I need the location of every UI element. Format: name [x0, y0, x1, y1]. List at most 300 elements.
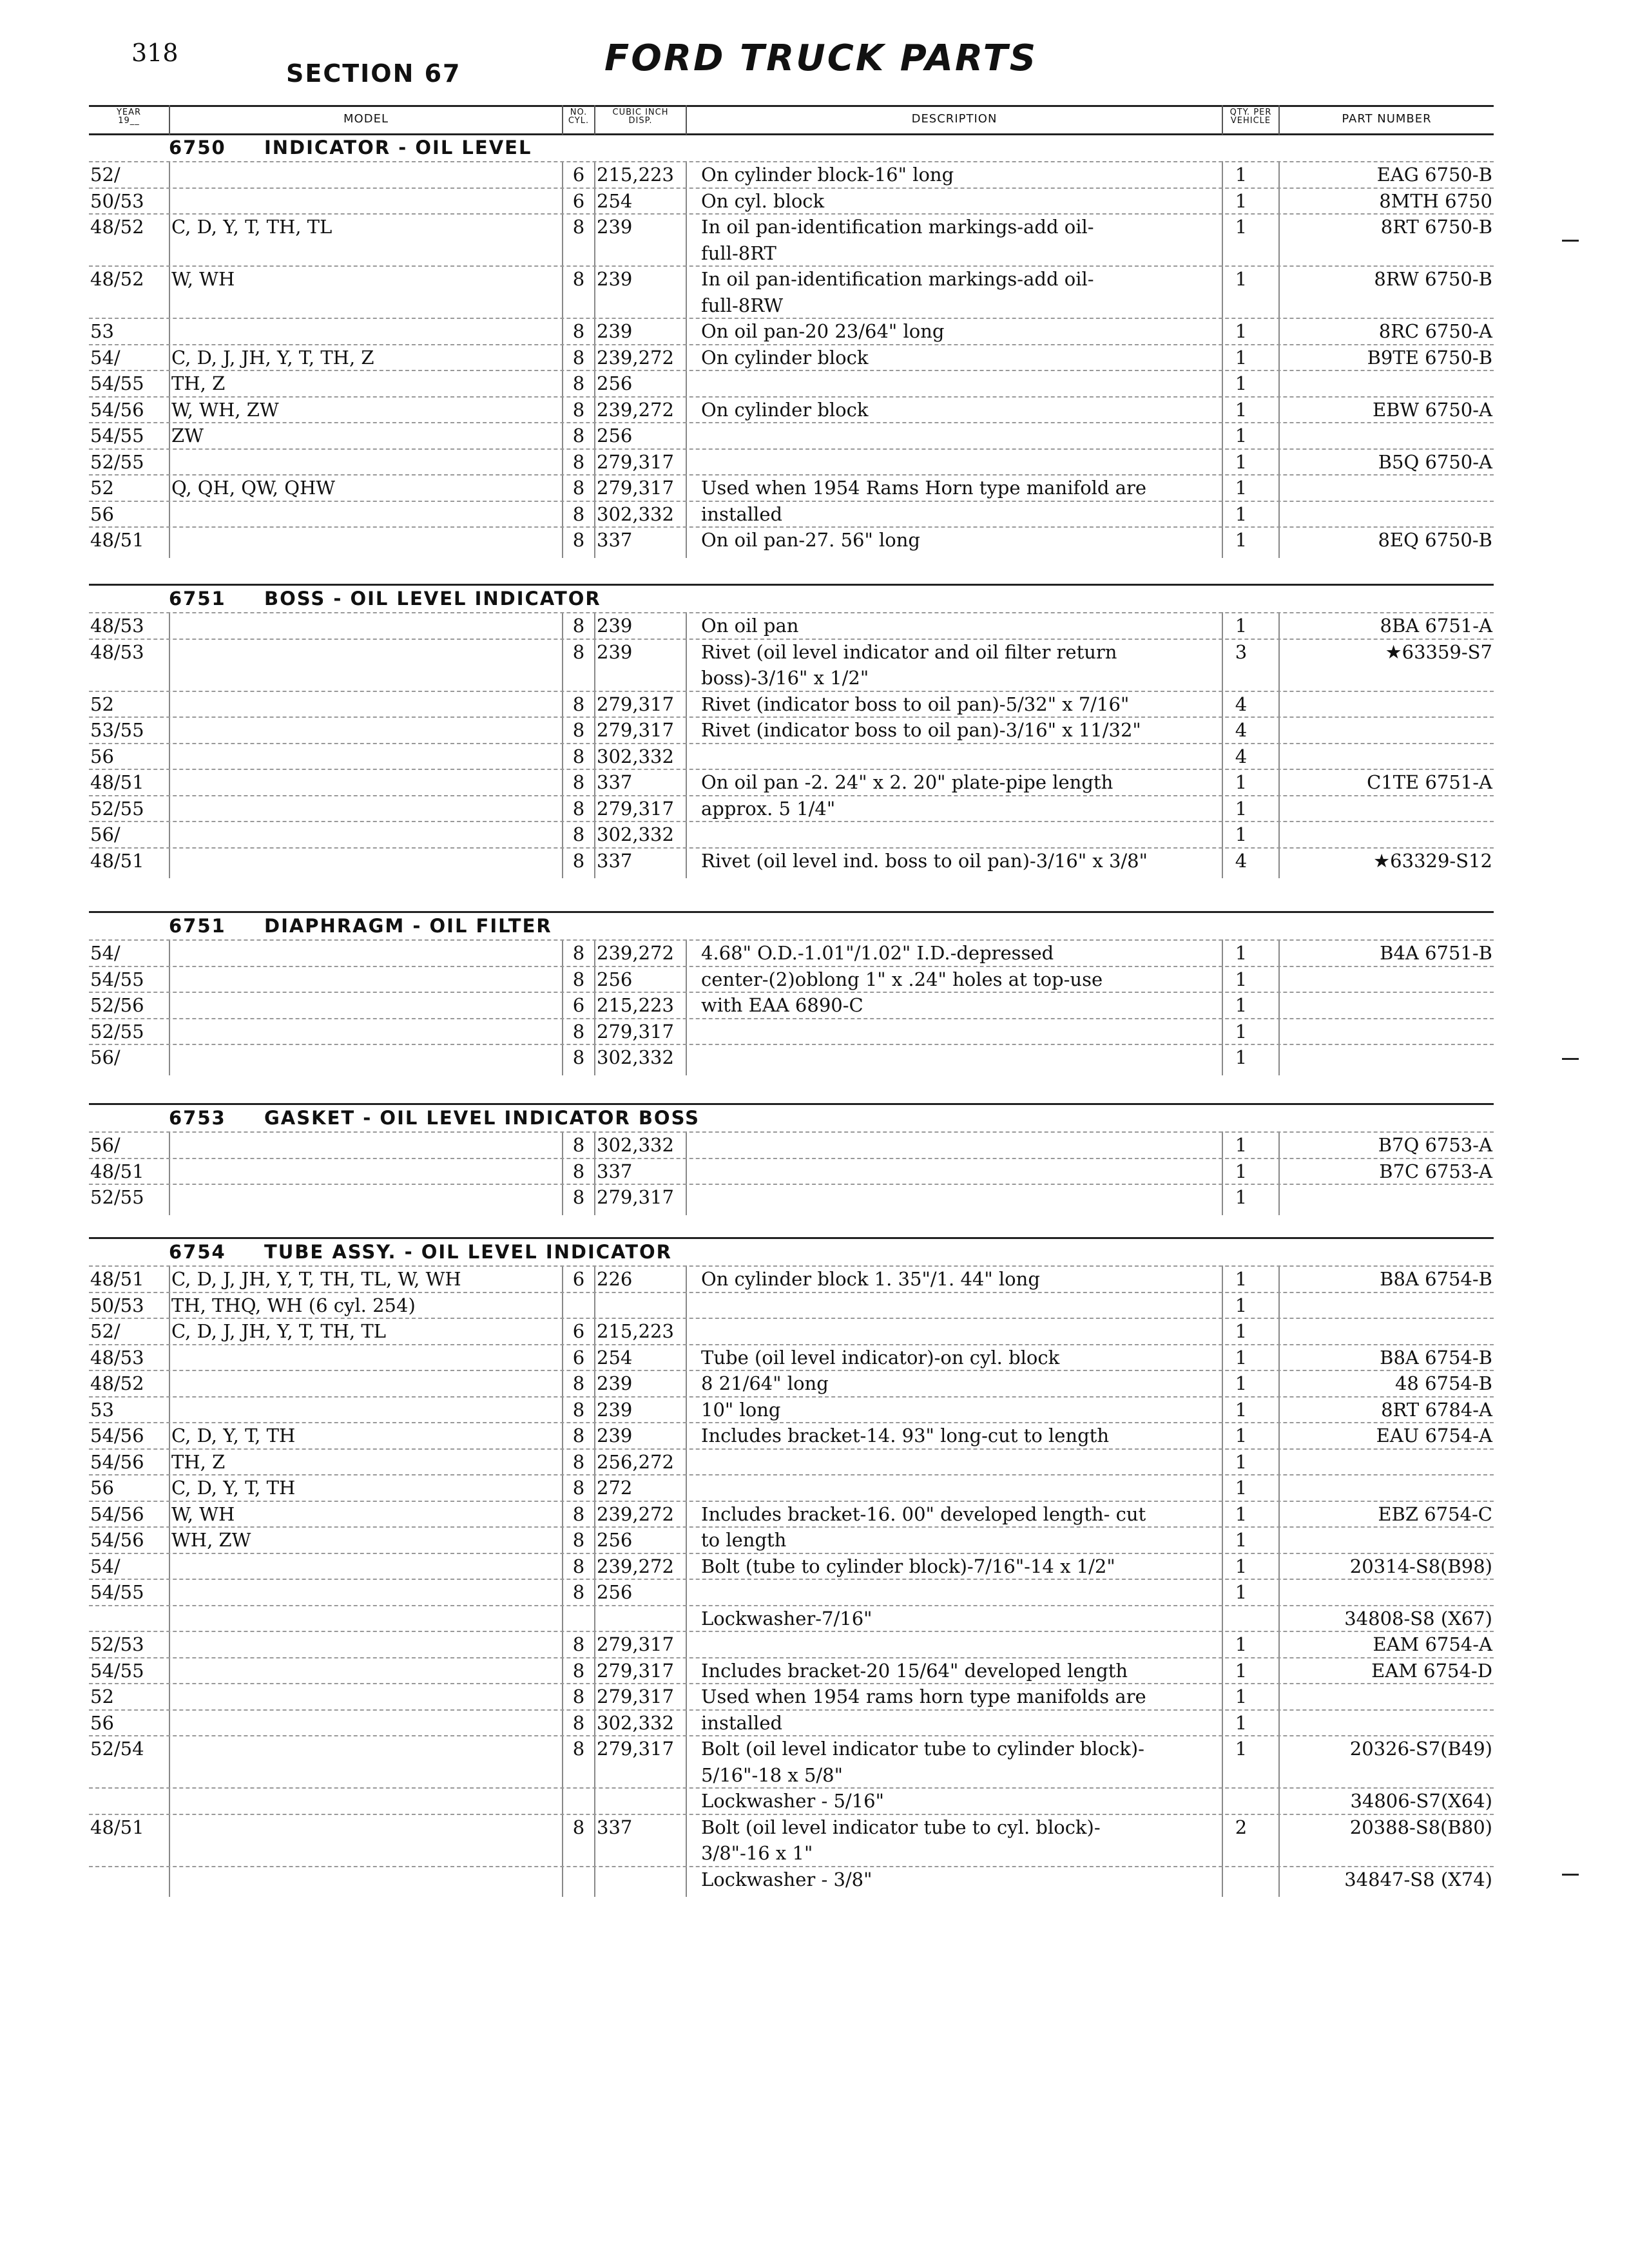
year-cell: 52/56	[90, 994, 144, 1016]
quantity-cell: 1	[1235, 1555, 1248, 1577]
row-rule	[89, 213, 1494, 215]
description-cell: On oil pan-27. 56" long	[701, 529, 920, 551]
cylinders-cell: 8	[572, 615, 585, 637]
quantity-cell: 3	[1235, 640, 1248, 663]
table-row	[0, 1018, 1629, 1044]
row-rule	[89, 526, 1494, 528]
row-rule	[89, 1605, 1494, 1606]
description-cell: Includes bracket-14. 93" long-cut to length	[701, 1425, 1110, 1446]
row-rule	[89, 474, 1494, 476]
description-cell: 10" long	[701, 1398, 781, 1421]
table-row	[0, 1605, 1629, 1631]
description-cell: Rivet (oil level indicator and oil filter return	[701, 640, 1117, 663]
table-row	[0, 743, 1629, 769]
year-cell: 48/51	[90, 1160, 144, 1182]
displacement-cell: 279,317	[597, 1738, 674, 1760]
model-cell: Q, QH, QW, QHW	[171, 477, 336, 499]
quantity-cell: 1	[1235, 1320, 1248, 1342]
quantity-cell: 1	[1235, 1477, 1248, 1499]
year-cell: 54/56	[90, 398, 144, 421]
year-cell: 53/55	[90, 719, 144, 741]
year-cell: 54/56	[90, 1503, 144, 1525]
table-row	[0, 1553, 1629, 1579]
group-heading	[169, 1241, 672, 1263]
quantity-cell: 4	[1235, 719, 1248, 741]
quantity-cell: 1	[1235, 1020, 1248, 1043]
description-cell: On cylinder block	[701, 398, 869, 421]
model-cell: C, D, Y, T, TH, TL	[171, 216, 333, 238]
quantity-cell: 2	[1235, 1816, 1248, 1838]
header-part-number: PART NUMBER	[1342, 112, 1432, 126]
year-cell: 56	[90, 1477, 114, 1499]
group-heading	[169, 137, 532, 159]
cylinders-cell: 8	[572, 398, 585, 421]
group-name: BOSS - OIL LEVEL INDICATOR	[264, 588, 601, 610]
table-row	[0, 1265, 1629, 1292]
table-row	[0, 501, 1629, 527]
group-heading	[169, 588, 601, 610]
quantity-cell: 1	[1235, 1398, 1248, 1421]
description-cell: Lockwasher - 3/8"	[701, 1868, 872, 1890]
group-name: GASKET - OIL LEVEL INDICATOR BOSS	[264, 1107, 700, 1129]
model-cell: W, WH, ZW	[171, 398, 279, 421]
margin-mark	[1562, 240, 1579, 242]
cylinders-cell: 8	[572, 268, 585, 290]
description-cell: Used when 1954 Rams Horn type manifold are	[701, 477, 1147, 499]
displacement-cell: 226	[597, 1268, 633, 1290]
table-row	[0, 187, 1629, 214]
cylinders-cell: 8	[572, 1450, 585, 1473]
description-cell: installed	[701, 1711, 783, 1734]
displacement-cell: 239,272	[597, 398, 674, 421]
row-rule	[89, 501, 1494, 502]
group-rule	[89, 1103, 1494, 1105]
description-cell: to length	[701, 1529, 787, 1551]
year-cell: 56/	[90, 1134, 120, 1156]
cylinders-cell: 8	[572, 942, 585, 964]
margin-mark	[1562, 1058, 1579, 1060]
quantity-cell: 1	[1235, 450, 1248, 473]
row-rule	[89, 1044, 1494, 1045]
displacement-cell: 256	[597, 372, 633, 394]
model-cell: C, D, Y, T, TH	[171, 1477, 296, 1499]
year-cell: 54/	[90, 346, 120, 369]
year-cell: 50/53	[90, 189, 144, 212]
cylinders-cell: 8	[572, 1160, 585, 1182]
year-cell: 54/	[90, 942, 120, 964]
row-rule	[89, 265, 1494, 267]
cylinders-cell: 8	[572, 1529, 585, 1551]
group-heading	[169, 1107, 700, 1129]
part-number-cell: 8RW 6750-B	[1374, 268, 1492, 290]
row-rule	[89, 1501, 1494, 1502]
row-rule	[89, 1265, 1494, 1267]
table-row	[0, 992, 1629, 1018]
displacement-cell: 279,317	[597, 450, 674, 473]
row-rule	[89, 1579, 1494, 1580]
part-number-cell: 34847-S8 (X74)	[1344, 1868, 1492, 1890]
page-number: 318	[131, 39, 178, 67]
quantity-cell: 1	[1235, 425, 1248, 447]
row-rule	[89, 1396, 1494, 1398]
table-row	[0, 1131, 1629, 1158]
cylinders-cell: 8	[572, 1711, 585, 1734]
table-row	[0, 1448, 1629, 1475]
table-row	[0, 1787, 1629, 1814]
description-cell: Tube (oil level indicator)-on cyl. block	[701, 1346, 1060, 1369]
year-cell: 48/52	[90, 268, 144, 290]
quantity-cell: 1	[1235, 1633, 1248, 1655]
row-rule	[89, 1370, 1494, 1371]
cylinders-cell: 8	[572, 640, 585, 663]
year-cell: 54/56	[90, 1529, 144, 1551]
part-number-cell: EBZ 6754-C	[1378, 1503, 1492, 1525]
cylinders-cell: 8	[572, 849, 585, 872]
displacement-cell: 337	[597, 529, 633, 551]
table-row	[0, 639, 1629, 665]
description-cell: Used when 1954 rams horn type manifolds are	[701, 1686, 1146, 1707]
table-row	[0, 213, 1629, 240]
table-row	[0, 1709, 1629, 1736]
year-cell: 54/55	[90, 425, 144, 447]
row-rule	[89, 821, 1494, 822]
displacement-cell: 254	[597, 189, 633, 212]
row-rule	[89, 1735, 1494, 1736]
displacement-cell: 239	[597, 1425, 633, 1446]
row-rule	[89, 1631, 1494, 1632]
model-cell: WH, ZW	[171, 1529, 251, 1551]
cylinders-cell: 6	[572, 994, 585, 1016]
cylinders-cell: 8	[572, 1581, 585, 1603]
year-cell: 50/53	[90, 1294, 144, 1316]
group-name: TUBE ASSY. - OIL LEVEL INDICATOR	[264, 1241, 672, 1263]
year-cell: 52/55	[90, 1186, 144, 1208]
displacement-cell: 279,317	[597, 1633, 674, 1655]
cylinders-cell: 8	[572, 529, 585, 551]
quantity-cell: 1	[1235, 1503, 1248, 1525]
row-rule	[89, 318, 1494, 319]
row-rule	[89, 691, 1494, 692]
quantity-cell: 1	[1235, 1738, 1248, 1760]
model-cell: TH, THQ, WH (6 cyl. 254)	[171, 1294, 416, 1316]
description-cell: 5/16"-18 x 5/8"	[701, 1763, 843, 1786]
year-cell: 48/52	[90, 1372, 144, 1394]
table-row	[0, 1422, 1629, 1448]
quantity-cell: 1	[1235, 797, 1248, 820]
cylinders-cell: 6	[572, 1268, 585, 1290]
description-cell: On cylinder block-16" long	[701, 164, 954, 186]
group-name: INDICATOR - OIL LEVEL	[264, 137, 532, 159]
displacement-cell: 239,272	[597, 346, 674, 369]
year-cell: 53	[90, 320, 114, 342]
table-row	[0, 1344, 1629, 1370]
displacement-cell: 337	[597, 1160, 633, 1182]
table-row	[0, 396, 1629, 423]
quantity-cell: 1	[1235, 398, 1248, 421]
table-row	[0, 821, 1629, 847]
table-row	[0, 240, 1629, 266]
header-divider	[169, 105, 170, 135]
quantity-cell: 1	[1235, 823, 1248, 845]
quantity-cell: 1	[1235, 477, 1248, 499]
model-cell: ZW	[171, 425, 204, 447]
table-row	[0, 1762, 1629, 1788]
year-cell: 52/	[90, 1320, 120, 1342]
row-rule	[89, 847, 1494, 849]
margin-mark	[1562, 1874, 1579, 1876]
row-rule	[89, 1158, 1494, 1159]
displacement-cell: 239	[597, 268, 633, 290]
row-rule	[89, 1474, 1494, 1475]
table-row	[0, 966, 1629, 992]
quantity-cell: 1	[1235, 1425, 1248, 1446]
year-cell: 48/51	[90, 529, 144, 551]
row-rule	[89, 966, 1494, 967]
description-cell: 4.68" O.D.-1.01"/1.02" I.D.-depressed	[701, 942, 1054, 964]
cylinders-cell: 8	[572, 1503, 585, 1525]
part-number-cell: B7Q 6753-A	[1378, 1134, 1492, 1156]
description-cell: full-8RW	[701, 294, 784, 316]
quantity-cell: 1	[1235, 1268, 1248, 1290]
table-row	[0, 664, 1629, 691]
displacement-cell: 215,223	[597, 1320, 674, 1342]
row-rule	[89, 716, 1494, 718]
displacement-cell: 337	[597, 849, 633, 872]
displacement-cell: 302,332	[597, 503, 674, 525]
cylinders-cell: 8	[572, 719, 585, 741]
quantity-cell: 1	[1235, 1581, 1248, 1603]
table-row	[0, 318, 1629, 344]
cylinders-cell: 8	[572, 1633, 585, 1655]
cylinders-cell: 8	[572, 823, 585, 845]
quantity-cell: 1	[1235, 189, 1248, 212]
cylinders-cell: 8	[572, 1738, 585, 1760]
model-cell: C, D, J, JH, Y, T, TH, TL, W, WH	[171, 1268, 461, 1290]
description-cell: In oil pan-identification markings-add oil-	[701, 268, 1094, 290]
row-rule	[89, 422, 1494, 423]
row-rule	[89, 1787, 1494, 1789]
table-row	[0, 716, 1629, 743]
year-cell: 54/55	[90, 1581, 144, 1603]
table-row	[0, 292, 1629, 318]
model-cell: W, WH	[171, 1503, 235, 1525]
part-number-cell: B8A 6754-B	[1380, 1346, 1492, 1369]
quantity-cell: 1	[1235, 268, 1248, 290]
table-row	[0, 1735, 1629, 1762]
cylinders-cell: 8	[572, 1186, 585, 1208]
table-row	[0, 1184, 1629, 1210]
description-cell: installed	[701, 503, 783, 525]
cylinders-cell: 8	[572, 1477, 585, 1499]
part-number-cell: 34806-S7(X64)	[1350, 1790, 1492, 1812]
row-rule	[89, 769, 1494, 770]
table-row	[0, 795, 1629, 822]
table-row	[0, 474, 1629, 501]
part-number-cell: B7C 6753-A	[1379, 1160, 1492, 1182]
year-cell: 52	[90, 1686, 114, 1707]
table-row	[0, 370, 1629, 396]
description-cell: On cylinder block 1. 35"/1. 44" long	[701, 1268, 1040, 1290]
table-row	[0, 769, 1629, 795]
year-cell: 56	[90, 503, 114, 525]
year-cell: 52	[90, 477, 114, 499]
cylinders-cell: 8	[572, 216, 585, 238]
quantity-cell: 1	[1235, 1134, 1248, 1156]
group-rule	[89, 911, 1494, 913]
part-number-cell: 8RC 6750-A	[1378, 320, 1492, 342]
row-rule	[89, 1318, 1494, 1319]
quantity-cell: 1	[1235, 771, 1248, 793]
section-label: SECTION 67	[286, 59, 461, 88]
description-cell: Rivet (indicator boss to oil pan)-5/32" x 7/16"	[701, 693, 1130, 715]
description-cell: Bolt (oil level indicator tube to cylinder block)-	[701, 1738, 1144, 1760]
model-cell: TH, Z	[171, 372, 226, 394]
part-number-cell: EAM 6754-D	[1371, 1659, 1492, 1682]
row-rule	[89, 1683, 1494, 1684]
row-rule	[89, 396, 1494, 398]
description-cell: Lockwasher-7/16"	[701, 1607, 872, 1629]
quantity-cell: 4	[1235, 849, 1248, 872]
displacement-cell: 302,332	[597, 1711, 674, 1734]
cylinders-cell: 8	[572, 425, 585, 447]
description-cell: Includes bracket-20 15/64" developed length	[701, 1659, 1128, 1682]
displacement-cell: 239	[597, 1398, 633, 1421]
group-code: 6750	[169, 137, 226, 159]
table-row	[0, 448, 1629, 475]
header-top-rule	[89, 105, 1494, 107]
description-cell: boss)-3/16" x 1/2"	[701, 667, 869, 689]
group-rule	[89, 584, 1494, 586]
year-cell: 56/	[90, 823, 120, 845]
year-cell: 52/53	[90, 1633, 144, 1655]
cylinders-cell: 8	[572, 1398, 585, 1421]
row-rule	[89, 612, 1494, 613]
description-cell: On cylinder block	[701, 346, 869, 369]
table-row	[0, 526, 1629, 553]
displacement-cell: 215,223	[597, 164, 674, 186]
cylinders-cell: 6	[572, 1346, 585, 1369]
displacement-cell: 239	[597, 640, 633, 663]
part-number-cell: EAG 6750-B	[1376, 164, 1492, 186]
year-cell: 48/51	[90, 1268, 144, 1290]
page-title: FORD TRUCK PARTS	[604, 37, 1038, 79]
year-cell: 52/54	[90, 1738, 144, 1760]
table-row	[0, 422, 1629, 448]
year-cell: 56	[90, 745, 114, 767]
row-rule	[89, 743, 1494, 744]
quantity-cell: 1	[1235, 942, 1248, 964]
description-cell: In oil pan-identification markings-add oil-	[701, 216, 1094, 238]
description-cell: On oil pan -2. 24" x 2. 20" plate-pipe length	[701, 771, 1113, 793]
cylinders-cell: 8	[572, 372, 585, 394]
year-cell: 52/	[90, 164, 120, 186]
part-number-cell: 8MTH 6750	[1379, 189, 1492, 212]
cylinders-cell: 8	[572, 1816, 585, 1838]
displacement-cell: 302,332	[597, 1134, 674, 1156]
description-cell: 3/8"-16 x 1"	[701, 1842, 813, 1864]
part-number-cell: B8A 6754-B	[1380, 1268, 1492, 1290]
cylinders-cell: 6	[572, 164, 585, 186]
description-cell: Rivet (oil level ind. boss to oil pan)-3/16" x 3/8"	[701, 849, 1148, 872]
group-heading	[169, 915, 552, 937]
displacement-cell: 279,317	[597, 477, 674, 499]
part-number-cell: C1TE 6751-A	[1367, 771, 1492, 793]
quantity-cell: 1	[1235, 1294, 1248, 1316]
part-number-cell: 48 6754-B	[1394, 1372, 1492, 1394]
table-row	[0, 1631, 1629, 1657]
header-model: MODEL	[343, 112, 389, 126]
group-code: 6751	[169, 588, 226, 610]
description-cell: Includes bracket-16. 00" developed length- cut	[701, 1503, 1146, 1525]
part-number-cell: B9TE 6750-B	[1367, 346, 1492, 369]
cylinders-cell: 8	[572, 1020, 585, 1043]
description-cell: 8 21/64" long	[701, 1372, 829, 1394]
table-row	[0, 1683, 1629, 1709]
row-rule	[89, 187, 1494, 189]
cylinders-cell: 6	[572, 189, 585, 212]
table-row	[0, 161, 1629, 187]
year-cell: 52/55	[90, 797, 144, 820]
part-number-cell: 8EQ 6750-B	[1378, 529, 1492, 551]
part-number-cell: 20314-S8(B98)	[1349, 1555, 1492, 1577]
row-rule	[89, 1422, 1494, 1423]
part-number-cell: 34808-S8 (X67)	[1344, 1607, 1492, 1629]
table-row	[0, 1526, 1629, 1553]
quantity-cell: 1	[1235, 1529, 1248, 1551]
row-rule	[89, 992, 1494, 993]
displacement-cell: 302,332	[597, 745, 674, 767]
quantity-cell: 1	[1235, 1450, 1248, 1473]
description-cell: On oil pan-20 23/64" long	[701, 320, 945, 342]
row-rule	[89, 795, 1494, 796]
quantity-cell: 1	[1235, 372, 1248, 394]
header-year: YEAR 19__	[116, 108, 142, 126]
table-row	[0, 1292, 1629, 1318]
displacement-cell: 239	[597, 615, 633, 637]
displacement-cell: 239,272	[597, 1503, 674, 1525]
group-code: 6753	[169, 1107, 226, 1129]
displacement-cell: 279,317	[597, 797, 674, 820]
cylinders-cell: 8	[572, 1425, 585, 1446]
year-cell: 56/	[90, 1046, 120, 1068]
quantity-cell: 1	[1235, 216, 1248, 238]
displacement-cell: 279,317	[597, 1686, 674, 1707]
quantity-cell: 1	[1235, 1659, 1248, 1682]
row-rule	[89, 939, 1494, 941]
table-row	[0, 1396, 1629, 1423]
year-cell: 48/53	[90, 640, 144, 663]
cylinders-cell: 8	[572, 503, 585, 525]
row-rule	[89, 1131, 1494, 1133]
table-row	[0, 1318, 1629, 1344]
cylinders-cell: 8	[572, 1555, 585, 1577]
part-number-cell: EAM 6754-A	[1373, 1633, 1492, 1655]
table-row	[0, 1840, 1629, 1866]
displacement-cell: 239,272	[597, 1555, 674, 1577]
quantity-cell: 1	[1235, 1160, 1248, 1182]
displacement-cell: 239	[597, 1372, 633, 1394]
displacement-cell: 279,317	[597, 1020, 674, 1043]
year-cell: 52/55	[90, 1020, 144, 1043]
quantity-cell: 1	[1235, 968, 1248, 990]
year-cell: 48/52	[90, 216, 144, 238]
row-rule	[89, 1526, 1494, 1528]
quantity-cell: 1	[1235, 346, 1248, 369]
cylinders-cell: 6	[572, 1320, 585, 1342]
description-cell: with EAA 6890-C	[701, 994, 863, 1016]
part-number-cell: 8BA 6751-A	[1380, 615, 1492, 637]
description-cell: On oil pan	[701, 615, 799, 637]
